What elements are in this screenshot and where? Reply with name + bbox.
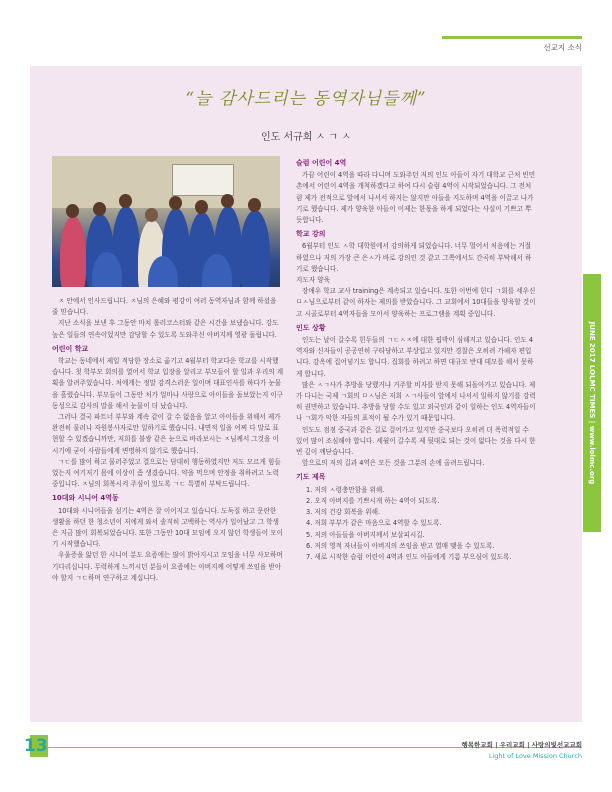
section-heading-prayer-requests: 기도 제목 [296, 473, 326, 482]
footer-church-names: 행복한교회 | 우리교회 | 사랑의빛선교교회 [461, 741, 582, 749]
photo-head [221, 194, 234, 208]
left-column [52, 296, 284, 584]
intro-paragraph: 지난 소식을 보낸 후 그동안 마치 롤러코스터와 같은 시간을 보냈습니다. 강도 높은 일들의 연속이었지만 감당할 수 있도록 도와주신 아버지께 영광 돌립니다. [52, 319, 279, 339]
prayer-item: 1. 저의 ㅅ령충만함을 위해. [306, 485, 385, 494]
body-paragraph: ㄱㄷ를 많이 하고 물러주었고 결으로는 담대히 행동하였지만 저도 모르게 힘들었는지 여기저기 몸에 이상이 좀 생겼습니다. 약을 먹으며 안정을 취하려고 노력 중입니다. ㅈ님의 회복시켜 주심이 있도록 ㄱㄷ 특별히 부탁드립니다. [52, 457, 281, 489]
photo-whiteboard [172, 164, 234, 196]
body-paragraph: 우울증을 앓던 한 시니어 분도 요즘에는 많이 밝아지시고 모임을 너무 사모하며 기다리십니다. 무력하게 느끼시던 분들이 요즘에는 아버지께 어떻게 쓰임을 받아야 할지 ㄱㄷ하며 연구하고 계십니다. [52, 551, 283, 582]
article-subtitle: 인도 서규희 ㅅ ㄱ ㅅ [261, 132, 351, 143]
article-title: “늘 감사드리는 동역자님들께” [185, 89, 427, 109]
body-paragraph: 많은 ㅅㄱ사가 추방을 당했거나 거주할 비자를 받지 못해 되돌아가고 있습니다. 제가 다니는 국제 ㄱ회의 ㅁㅅ님은 저희 ㅅㄱ사들이 앞에서 나서서 일하지 않기를 강력히 권면하고 있습니다. 추방을 당할 수도 있고 외국인과 같이 일하는 인도 4역자들이나 ㄱ회가 악한 자들의 표적이 될 수가 있기 때문입니다. [296, 380, 536, 423]
body-paragraph: 10대와 시니어들을 섬기는 4역은 잘 이어지고 있습니다. 도둑질 하고 문란한 생활을 하던 한 청소년이 저에게 와서 솔직히 고백하는 역사가 일어났고 그 학생은 지금 많이 회복되었습니다. 또한 그동안 10대 모임에 오지 않던 학생들이 모이기 시작했습니다. [52, 506, 283, 549]
photo-person [240, 210, 270, 287]
body-paragraph: 학교는 동네에서 제일 적당한 장소로 옮기고 4월부터 학교다운 학교를 시작했습니다. 첫 학부모 회의를 열어서 학교 입장을 알리고 부모들이 할 일과 우리의 계획을 알려주었습니다. 처에게는 정말 감격스러운 일이며 대표인사를 하다가 눈물을 흘렸습니다. 부모들이 그동안 처가 얼마나 사랑으로 아이들을 돌보았는지 이구동성으로 감사의 말을 해서 눈물이 더 났습니다. [52, 357, 284, 410]
photo-head [145, 208, 158, 222]
section-heading-children-school: 어린이 학교 [52, 344, 89, 353]
prayer-list [296, 485, 536, 563]
body-paragraph: 6월부터 인도 ㅅ학 대학원에서 강의하게 되었습니다. 너무 멀어서 처음에는 거절하였으나 저의 가장 큰 은ㅅ가 바로 강의인 것 같고 그쪽에서도 간곡히 부탁해서 하기로 했습니다. [296, 242, 532, 273]
photo-head [119, 194, 132, 208]
right-column [296, 158, 536, 563]
page-number: 13 [24, 736, 48, 756]
group-photo [52, 156, 280, 287]
photo-head [169, 196, 182, 210]
body-paragraph: 가끔 어린이 4역을 따라 다니며 도와주던 저의 인도 아들이 자기 대학교 근처 빈민촌에서 어린이 4역을 개척하겠다고 하여 다시 슬럼 4역이 시작되었습니다. 그 전처럼 제가 전적으로 앞에서 나서서 하지는 않지만 아들을 지도하며 4역을 이끌고 나가기로 했습니다. 제가 양육한 아들이 이제는 한몫을 하게 되었다는 사실이 기쁘고 뿌듯합니다. [296, 171, 536, 225]
section-heading-teens-seniors: 10대와 시니어 4역동 [52, 494, 119, 503]
section-label: 선교지 소식 [543, 43, 582, 52]
intro-paragraph: ㅈ 안에서 인사드립니다. ㅈ님의 은혜와 평강이 여러 동역자님과 함께 하셨을 줄 믿습니다. [52, 297, 277, 317]
photo-head [195, 200, 208, 214]
side-tab-text: JUNE 2017 LOLMC TIMES | www.lolmc.org [588, 321, 596, 485]
footer-church-english: Light of Love Mission Church [488, 752, 582, 760]
section-heading-india-situation: 인도 상황 [296, 323, 326, 332]
subheading-leader-training: 지도자 양육 [296, 276, 330, 285]
header-rule [442, 36, 582, 39]
prayer-item: 5. 저의 아들들을 아버지께서 보살피시길. [306, 530, 425, 539]
prayer-item: 7. 새로 시작한 슬럼 어린이 4역과 인도 아들에게 기름 부으심이 있도록. [306, 552, 512, 561]
section-heading-slum-ministry: 슬럼 어린이 4역 [296, 159, 347, 167]
photo-head [93, 202, 106, 216]
body-paragraph: 인도는 날이 갈수록 힌두들의 ㄱㄷㅅㅈ에 대한 핍박이 심해지고 있습니다. 인도 4역자와 신자들이 공공연히 구타당하고 부상입고 있지만 경찰은 오히려 가해자 편입니다. 감옥에 집어넣기도 합니다. 집회를 하려고 하면 대규모 반대 데모를 해서 못하게 합니다. [296, 336, 534, 378]
prayer-item: 2. 오직 아버지를 기쁘시게 하는 4역이 되도록. [306, 496, 440, 505]
prayer-item: 4. 저희 부부가 같은 마음으로 4역할 수 있도록. [306, 519, 442, 528]
prayer-item: 3. 저의 건강 회복을 위해. [306, 508, 381, 517]
photo-person [60, 216, 86, 287]
prayer-item: 6. 저의 영적 자녀들이 아버지의 쓰임을 받고 열매 맺을 수 있도록. [306, 541, 495, 550]
body-paragraph: 그러나 결국 파트너 부부와 계속 같이 갈 수 없음을 알고 아이들을 위해서 제가 완전히 물러나 자원봉사자로만 일하기로 했습니다. 내면적 일을 어찌 다 말로 표현할 수 있겠습니까만, 저희를 불쌍 같은 눈으로 바라보시는 ㅈ님께서 그것을 이시기에 굳이 사람들에게 변명하지 않기로 했습니다. [52, 413, 281, 455]
photo-wall [52, 156, 280, 208]
body-paragraph: 앞으로의 저의 길과 4역은 모든 것을 그분의 손에 올려드립니다. [302, 459, 485, 468]
photo-head [248, 198, 261, 212]
body-paragraph: 인도도 점점 중국과 같은 길로 걸어가고 있지만 중국보다 오히려 더 폭력적일 수 있어 많이 조심해야 합니다. 세월이 갈수록 제 뒷대로 되는 것이 없다는 것을 다시 한번 깊이 깨닫습니다. [296, 425, 536, 457]
section-heading-school-lecture: 학교 강의 [296, 230, 326, 239]
photo-head [66, 204, 79, 218]
body-paragraph: 장애우 학교 교사 training은 계속되고 있습니다. 또한 이번에 힌디 ㄱ회를 세우신 ㅁㅅ님으로부터 같이 하자는 제의를 받았습니다. 그 교회에서 10대들을 양육할 것이고 시골로부터 4역자들을 모아서 양육하는 프로그램을 계획 중입니다. [296, 287, 536, 318]
